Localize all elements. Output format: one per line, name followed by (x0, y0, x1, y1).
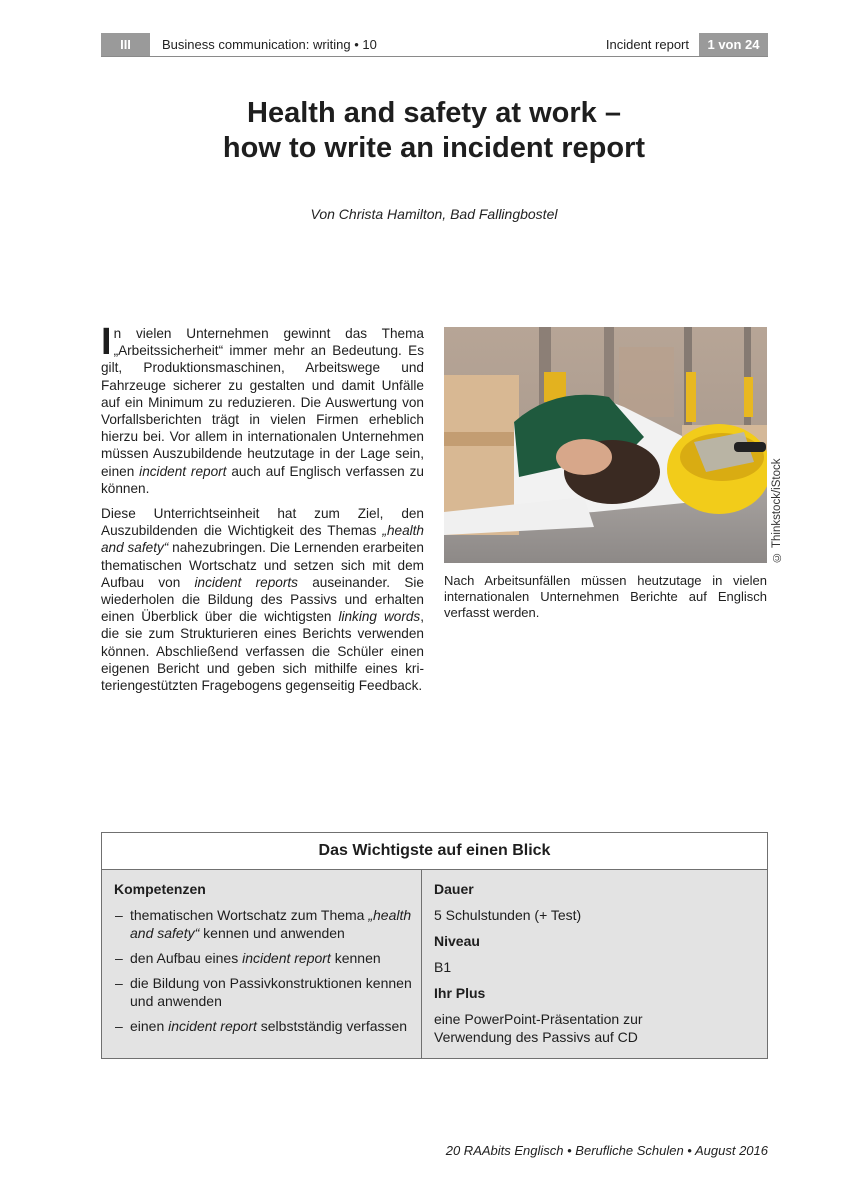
plus-value: eine PowerPoint-Präsentation zur Verwendung des Passivs auf CD (434, 1011, 643, 1045)
intro-text (101, 321, 425, 702)
text-run: kennen (330, 950, 381, 966)
text-run: , die sie zum Strukturieren eines Berichts verwenden können. Abschließend verfassen die Schüler einen eigenen Bericht und geben sich mithilfe eines kriteriengestützten Fragebogens gegenseitig Feedback. (101, 609, 425, 694)
accident-photo (444, 327, 767, 563)
photo-caption: Nach Arbeitsunfällen müssen heutzutage in vielen internationalen Unternehmen Berichte auf Englisch verfasst werden. (444, 573, 767, 620)
list-item (114, 1017, 421, 1035)
competences-list (114, 906, 421, 1035)
emphasis: incident report (242, 950, 331, 966)
text-run: einen (130, 1018, 169, 1034)
emphasis: linking words (338, 609, 421, 625)
text-run: die Bildung von Passivkonstruktionen kennen und anwenden (130, 975, 412, 1009)
list-item (114, 974, 421, 1010)
topic-label: Incident report (605, 37, 689, 52)
list-item (114, 949, 421, 967)
summary-heading: Das Wichtigste auf einen Blick (102, 833, 767, 870)
level-value: B1 (434, 959, 452, 975)
page-title (100, 96, 768, 166)
drop-cap: I (101, 321, 112, 363)
emphasis: incident report (139, 463, 227, 479)
page-header (101, 33, 768, 57)
photo-illustration (444, 327, 767, 563)
photo-credit: © Thinkstock/iStock (771, 458, 783, 563)
emphasis: „health and safety“ (101, 523, 424, 556)
page-indicator: 1 von 24 (699, 33, 768, 56)
intro-paragraph-1 (101, 321, 424, 497)
section-badge: III (101, 33, 150, 56)
text-run: auseinander. Sie wiederholen die Bildung des Passivs und erhalten einen Überblick über die wichtigsten (101, 574, 424, 625)
intro-paragraph-2 (101, 505, 424, 694)
details-column (422, 870, 767, 1058)
text-run: selbstständig verfassen (256, 1018, 408, 1034)
series-title: Business communication: writing • 10 (162, 37, 377, 52)
competences-label: Kompetenzen (114, 881, 206, 897)
duration-label: Dauer (434, 881, 474, 897)
emphasis: incident reports (194, 574, 298, 590)
author-line: Von Christa Hamilton, Bad Fallingbostel (310, 206, 558, 222)
list-item (114, 906, 421, 942)
text-run: thematischen Wortschatz zum Thema (130, 907, 369, 923)
summary-box (101, 832, 768, 1059)
competences-column (102, 870, 422, 1058)
emphasis: incident report (168, 1018, 257, 1034)
text-run: n vielen Unternehmen gewinnt das Thema „Arbeitssicherheit“ immer mehr an Bedeutung. Es gilt, Produktionsmaschinen, Arbeitswege und Fahrzeuge sicherer zu gestalten und damit Unfälle auf ein Minimum zu reduzieren. Die Auswertung von Vorfallsberichten trägt in vielen Firmen erheblich hierzu bei. Vor allem in internationalen Unternehmen müssen Auszubildende heutzutage in der Lage sein, einen (101, 326, 424, 479)
text-run: nahezubringen. Die Lernenden erarbeiten thematischen Wortschatz und setzen sich mit dem Aufbau von (101, 540, 424, 590)
text-run: Diese Unterrichtseinheit hat zum Ziel, den Auszubildenden die Wichtigkeit des Themas (101, 506, 424, 539)
text-run: auch auf Englisch verfassen zu können. (101, 463, 424, 496)
text-run: den Aufbau eines (130, 950, 243, 966)
duration-value: 5 Schulstunden (+ Test) (434, 907, 582, 923)
title-line-2: how to write an incident report (222, 132, 646, 164)
title-line-1: Health and safety at work – (247, 97, 621, 129)
plus-label: Ihr Plus (434, 985, 486, 1001)
level-label: Niveau (434, 933, 480, 949)
page-footer: 20 RAAbits Englisch • Berufliche Schulen • August 2016 (445, 1143, 768, 1158)
text-run: kennen und anwenden (199, 925, 345, 941)
emphasis: „health and safety“ (130, 907, 412, 941)
